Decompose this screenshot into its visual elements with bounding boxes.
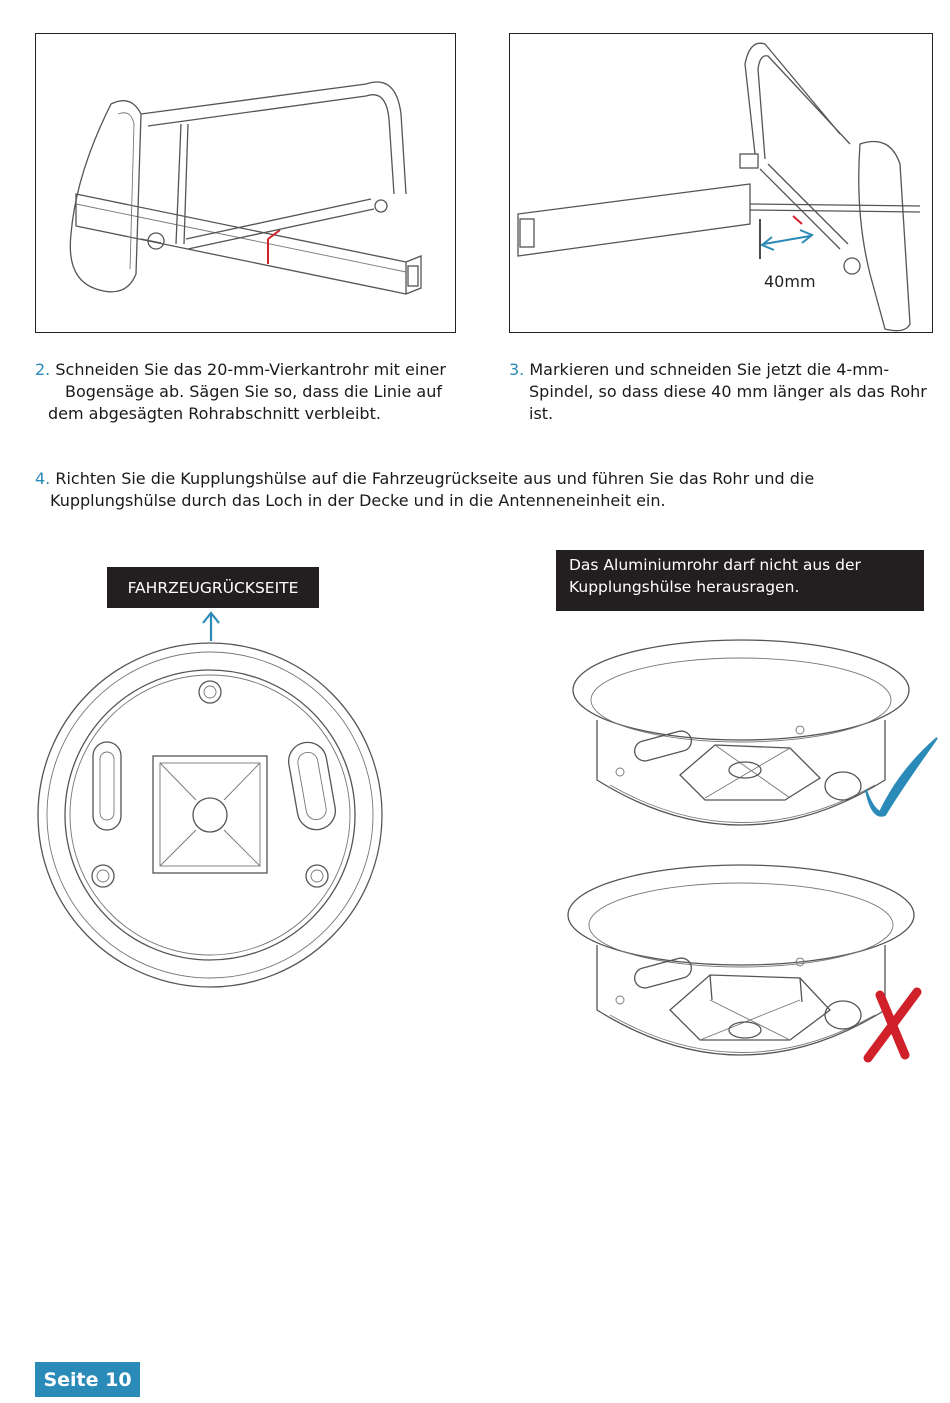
measurement-label: 40mm (764, 272, 816, 291)
spindle-figure-panel (509, 33, 933, 333)
rear-direction-arrow-icon (203, 613, 219, 641)
step-2-number: 2. (35, 360, 51, 379)
hacksaw-illustration (36, 34, 455, 332)
saw-figure-panel (35, 33, 456, 333)
note-line-1: Das Aluminiumrohr darf nicht aus der (569, 556, 861, 574)
step-4-line-1: Richten Sie die Kupplungshülse auf die Fahrzeugrückseite aus und führen Sie das Rohr und die (55, 469, 815, 488)
step-3-text (509, 359, 939, 425)
incorrect-x-icon (868, 992, 917, 1058)
coupling-correct-view (573, 640, 909, 825)
step-3-number: 3. (509, 360, 525, 379)
spindle-illustration (510, 34, 932, 332)
step-3-line-2: Spindel, so dass diese 40 mm länger als das Rohr (529, 382, 927, 401)
page-number-label: Seite 10 (43, 1368, 132, 1391)
step-3-line-1: Markieren und schneiden Sie jetzt die 4-mm- (529, 360, 890, 379)
rear-label-box (107, 567, 319, 608)
coupling-incorrect-view (568, 865, 914, 1055)
correct-checkmark-icon (866, 738, 937, 816)
step-2-text (35, 359, 475, 425)
step-2-line-3: dem abgesägten Rohrabschnitt verbleibt. (48, 404, 381, 423)
step-2-line-2: Bogensäge ab. Sägen Sie so, dass die Linie auf (65, 382, 442, 401)
coupling-top-view (38, 643, 382, 987)
note-line-2: Kupplungshülse herausragen. (569, 578, 800, 596)
page-number-badge (35, 1362, 140, 1397)
note-box (556, 550, 924, 611)
rear-label-text: FAHRZEUGRÜCKSEITE (127, 578, 299, 597)
step-2-line-1: Schneiden Sie das 20-mm-Vierkantrohr mit einer (55, 360, 446, 379)
step-3-line-3: ist. (529, 404, 554, 423)
step-4-line-2: Kupplungshülse durch das Loch in der Decke und in die Antenneneinheit ein. (50, 491, 666, 510)
step-4-text (35, 468, 925, 512)
step-4-number: 4. (35, 469, 51, 488)
